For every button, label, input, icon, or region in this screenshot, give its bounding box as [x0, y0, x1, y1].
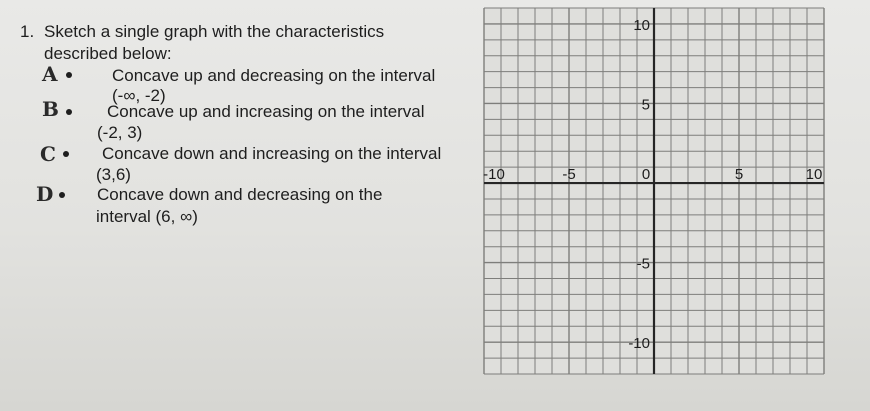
x-tick-label-neg5: -5	[562, 166, 576, 184]
x-tick-label-neg10: -10	[483, 166, 505, 184]
x-tick-label-5: 5	[734, 166, 744, 184]
item-c-description: Concave down and increasing on the interval	[102, 144, 442, 163]
x-tick-label-0: 0	[641, 166, 651, 184]
y-tick-label-5: 5	[641, 96, 650, 114]
item-d-description: Concave down and decreasing on the	[97, 185, 383, 204]
handwritten-letter-b: B	[42, 97, 59, 121]
y-tick-label-10: 10	[633, 16, 650, 34]
item-d-interval: interval (6, ∞)	[96, 207, 198, 226]
handwritten-letter-d: D	[36, 182, 54, 206]
question-prompt-line2: described below:	[44, 44, 172, 63]
y-tick-label-neg5: -5	[636, 255, 650, 273]
item-c-interval: (3,6)	[96, 165, 131, 184]
question-number: 1.	[20, 22, 35, 41]
item-a-description: Concave up and decreasing on the interval	[112, 66, 436, 85]
handwritten-letter-a: A	[42, 62, 58, 86]
handwritten-letter-c: C	[40, 142, 56, 166]
item-a-interval: (-∞, -2)	[112, 86, 166, 105]
x-tick-label-10: 10	[805, 166, 823, 184]
question-prompt-line1: Sketch a single graph with the characteristics	[44, 22, 385, 41]
item-b-interval: (-2, 3)	[97, 123, 143, 142]
item-b-description: Concave up and increasing on the interval	[107, 102, 425, 121]
y-tick-label-neg10: -10	[628, 335, 650, 353]
